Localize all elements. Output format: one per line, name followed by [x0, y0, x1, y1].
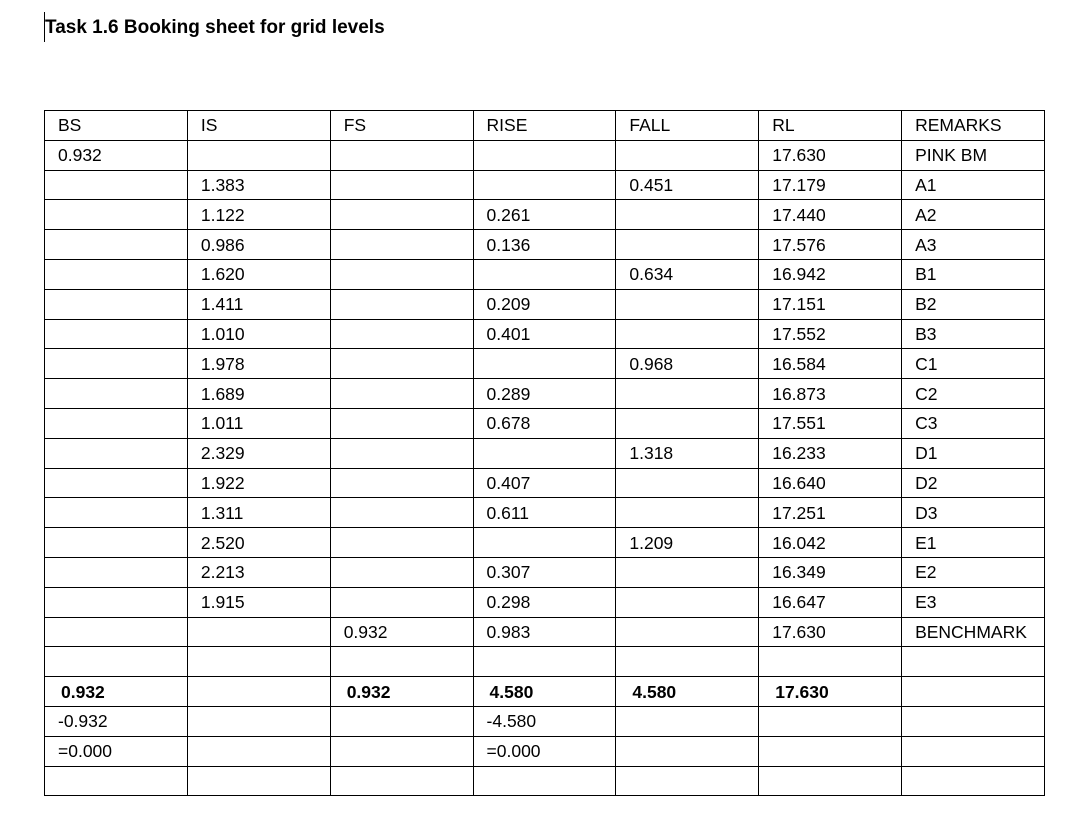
cell-rise: 0.261	[473, 200, 616, 230]
cell-rise: 0.407	[473, 468, 616, 498]
table-row	[45, 438, 1045, 468]
cell-rl: 16.647	[759, 587, 902, 617]
cell-fs	[330, 289, 473, 319]
cell-fs	[330, 587, 473, 617]
cell-bs	[45, 557, 188, 587]
cell-fall: 4.580	[616, 677, 759, 707]
cell-bs	[45, 647, 188, 677]
cell-remarks: C3	[902, 408, 1045, 438]
cell-remarks	[902, 736, 1045, 766]
cell-fall	[616, 647, 759, 677]
cell-rise	[473, 259, 616, 289]
cell-fall: 0.634	[616, 259, 759, 289]
cell-is	[187, 766, 330, 796]
cell-bs	[45, 289, 188, 319]
cell-fall	[616, 766, 759, 796]
column-header-is: IS	[187, 111, 330, 141]
cell-remarks: E1	[902, 528, 1045, 558]
cell-fs	[330, 259, 473, 289]
cell-remarks: A1	[902, 170, 1045, 200]
booking-sheet-body	[45, 111, 1045, 796]
cell-is: 1.922	[187, 468, 330, 498]
column-header-rl: RL	[759, 111, 902, 141]
cell-fall	[616, 289, 759, 319]
table-row	[45, 766, 1045, 796]
table-row	[45, 647, 1045, 677]
cell-remarks: A2	[902, 200, 1045, 230]
cell-is: 0.986	[187, 230, 330, 260]
cell-fs	[330, 706, 473, 736]
cell-bs	[45, 766, 188, 796]
cell-fs	[330, 647, 473, 677]
cell-fs	[330, 230, 473, 260]
cell-fs: 0.932	[330, 677, 473, 707]
cell-rise: 0.611	[473, 498, 616, 528]
cell-is: 1.689	[187, 379, 330, 409]
table-row	[45, 408, 1045, 438]
cell-remarks: D1	[902, 438, 1045, 468]
cell-is: 2.329	[187, 438, 330, 468]
cell-rl: 16.942	[759, 259, 902, 289]
cell-remarks	[902, 647, 1045, 677]
cell-fall: 0.968	[616, 349, 759, 379]
cell-bs: -0.932	[45, 706, 188, 736]
cell-fs	[330, 438, 473, 468]
cell-rise	[473, 349, 616, 379]
cell-rise: =0.000	[473, 736, 616, 766]
cell-fall	[616, 379, 759, 409]
booking-sheet-table	[44, 110, 1045, 796]
cell-fall	[616, 617, 759, 647]
cell-remarks: A3	[902, 230, 1045, 260]
page-title: Task 1.6 Booking sheet for grid levels	[45, 17, 385, 38]
cell-remarks	[902, 677, 1045, 707]
cell-rl: 17.630	[759, 617, 902, 647]
cell-fs	[330, 766, 473, 796]
cell-is: 1.383	[187, 170, 330, 200]
cell-rise	[473, 528, 616, 558]
table-row	[45, 289, 1045, 319]
cell-is: 1.978	[187, 349, 330, 379]
cell-rl	[759, 706, 902, 736]
cell-remarks	[902, 766, 1045, 796]
cell-remarks: C2	[902, 379, 1045, 409]
cell-rise: 0.678	[473, 408, 616, 438]
cell-fall: 0.451	[616, 170, 759, 200]
cell-remarks: D3	[902, 498, 1045, 528]
cell-rl: 17.251	[759, 498, 902, 528]
table-row	[45, 706, 1045, 736]
cell-fs: 0.932	[330, 617, 473, 647]
cell-fs	[330, 379, 473, 409]
cell-remarks: PINK BM	[902, 140, 1045, 170]
cell-rl: 17.440	[759, 200, 902, 230]
header-row	[45, 111, 1045, 141]
table-row	[45, 319, 1045, 349]
cell-rl: 17.552	[759, 319, 902, 349]
cell-rise: 0.307	[473, 557, 616, 587]
column-header-fs: FS	[330, 111, 473, 141]
cell-bs	[45, 468, 188, 498]
cell-is: 1.011	[187, 408, 330, 438]
cell-rl	[759, 647, 902, 677]
table-row	[45, 230, 1045, 260]
table-row	[45, 200, 1045, 230]
cell-rl: 16.584	[759, 349, 902, 379]
cell-fs	[330, 349, 473, 379]
column-header-bs: BS	[45, 111, 188, 141]
cell-fs	[330, 498, 473, 528]
cell-rl: 16.349	[759, 557, 902, 587]
cell-fs	[330, 200, 473, 230]
cell-rl: 17.179	[759, 170, 902, 200]
cell-rl: 17.630	[759, 677, 902, 707]
cell-fs	[330, 408, 473, 438]
cell-rise: 0.289	[473, 379, 616, 409]
table-row	[45, 140, 1045, 170]
cell-remarks: B1	[902, 259, 1045, 289]
cell-bs	[45, 498, 188, 528]
cell-rise: 0.983	[473, 617, 616, 647]
cell-remarks: B2	[902, 289, 1045, 319]
cell-rl: 17.630	[759, 140, 902, 170]
cell-is	[187, 617, 330, 647]
cell-bs	[45, 408, 188, 438]
table-row	[45, 528, 1045, 558]
cell-fs	[330, 170, 473, 200]
cell-remarks: E2	[902, 557, 1045, 587]
cell-fall	[616, 408, 759, 438]
cell-fall	[616, 498, 759, 528]
cell-bs	[45, 528, 188, 558]
cell-is: 1.010	[187, 319, 330, 349]
cell-bs	[45, 230, 188, 260]
cell-fall	[616, 706, 759, 736]
cell-rise: 0.209	[473, 289, 616, 319]
cell-bs	[45, 170, 188, 200]
cell-fall	[616, 468, 759, 498]
cell-bs	[45, 200, 188, 230]
cell-fall: 1.209	[616, 528, 759, 558]
cell-remarks: E3	[902, 587, 1045, 617]
cell-rise	[473, 766, 616, 796]
cell-rl: 16.873	[759, 379, 902, 409]
cell-rise	[473, 438, 616, 468]
cell-is: 2.213	[187, 557, 330, 587]
cell-fs	[330, 319, 473, 349]
cell-fs	[330, 736, 473, 766]
cell-bs	[45, 617, 188, 647]
cell-is	[187, 677, 330, 707]
cell-bs	[45, 587, 188, 617]
cell-fall	[616, 557, 759, 587]
cell-bs	[45, 438, 188, 468]
column-header-remarks: REMARKS	[902, 111, 1045, 141]
cell-is	[187, 647, 330, 677]
cell-fall	[616, 587, 759, 617]
cell-fall	[616, 200, 759, 230]
table-row	[45, 557, 1045, 587]
cell-rise: 0.401	[473, 319, 616, 349]
cell-is: 1.311	[187, 498, 330, 528]
table-row	[45, 170, 1045, 200]
cell-is: 1.122	[187, 200, 330, 230]
cell-fs	[330, 468, 473, 498]
cell-bs: =0.000	[45, 736, 188, 766]
cell-bs: 0.932	[45, 140, 188, 170]
cell-is: 1.620	[187, 259, 330, 289]
table-row	[45, 617, 1045, 647]
cell-rl: 17.151	[759, 289, 902, 319]
cell-rise: 4.580	[473, 677, 616, 707]
cell-fs	[330, 140, 473, 170]
cell-fs	[330, 557, 473, 587]
cell-rise: 0.136	[473, 230, 616, 260]
cell-is	[187, 706, 330, 736]
table-row	[45, 349, 1045, 379]
cell-rl: 16.233	[759, 438, 902, 468]
cell-bs	[45, 349, 188, 379]
cell-bs	[45, 259, 188, 289]
cell-rl: 17.576	[759, 230, 902, 260]
cell-fall	[616, 319, 759, 349]
cell-rl	[759, 736, 902, 766]
table-row	[45, 468, 1045, 498]
cell-is: 1.411	[187, 289, 330, 319]
cell-rise	[473, 170, 616, 200]
table-row	[45, 379, 1045, 409]
table-row	[45, 498, 1045, 528]
cell-remarks: B3	[902, 319, 1045, 349]
cell-remarks: C1	[902, 349, 1045, 379]
cell-rl: 16.042	[759, 528, 902, 558]
cell-rise: 0.298	[473, 587, 616, 617]
cell-fall	[616, 230, 759, 260]
cell-rise	[473, 140, 616, 170]
cell-remarks	[902, 706, 1045, 736]
cell-is: 2.520	[187, 528, 330, 558]
cell-is: 1.915	[187, 587, 330, 617]
cell-fall	[616, 140, 759, 170]
totals-row	[45, 677, 1045, 707]
cell-rise	[473, 647, 616, 677]
table-row	[45, 736, 1045, 766]
cell-bs	[45, 379, 188, 409]
cell-fall: 1.318	[616, 438, 759, 468]
cell-fall	[616, 736, 759, 766]
cell-bs	[45, 319, 188, 349]
cell-rise: -4.580	[473, 706, 616, 736]
cell-rl	[759, 766, 902, 796]
cell-is	[187, 140, 330, 170]
cell-remarks: D2	[902, 468, 1045, 498]
cell-remarks: BENCHMARK	[902, 617, 1045, 647]
cell-is	[187, 736, 330, 766]
cell-bs: 0.932	[45, 677, 188, 707]
table-row	[45, 259, 1045, 289]
column-header-rise: RISE	[473, 111, 616, 141]
cell-rl: 16.640	[759, 468, 902, 498]
cell-fs	[330, 528, 473, 558]
column-header-fall: FALL	[616, 111, 759, 141]
table-row	[45, 587, 1045, 617]
cell-rl: 17.551	[759, 408, 902, 438]
